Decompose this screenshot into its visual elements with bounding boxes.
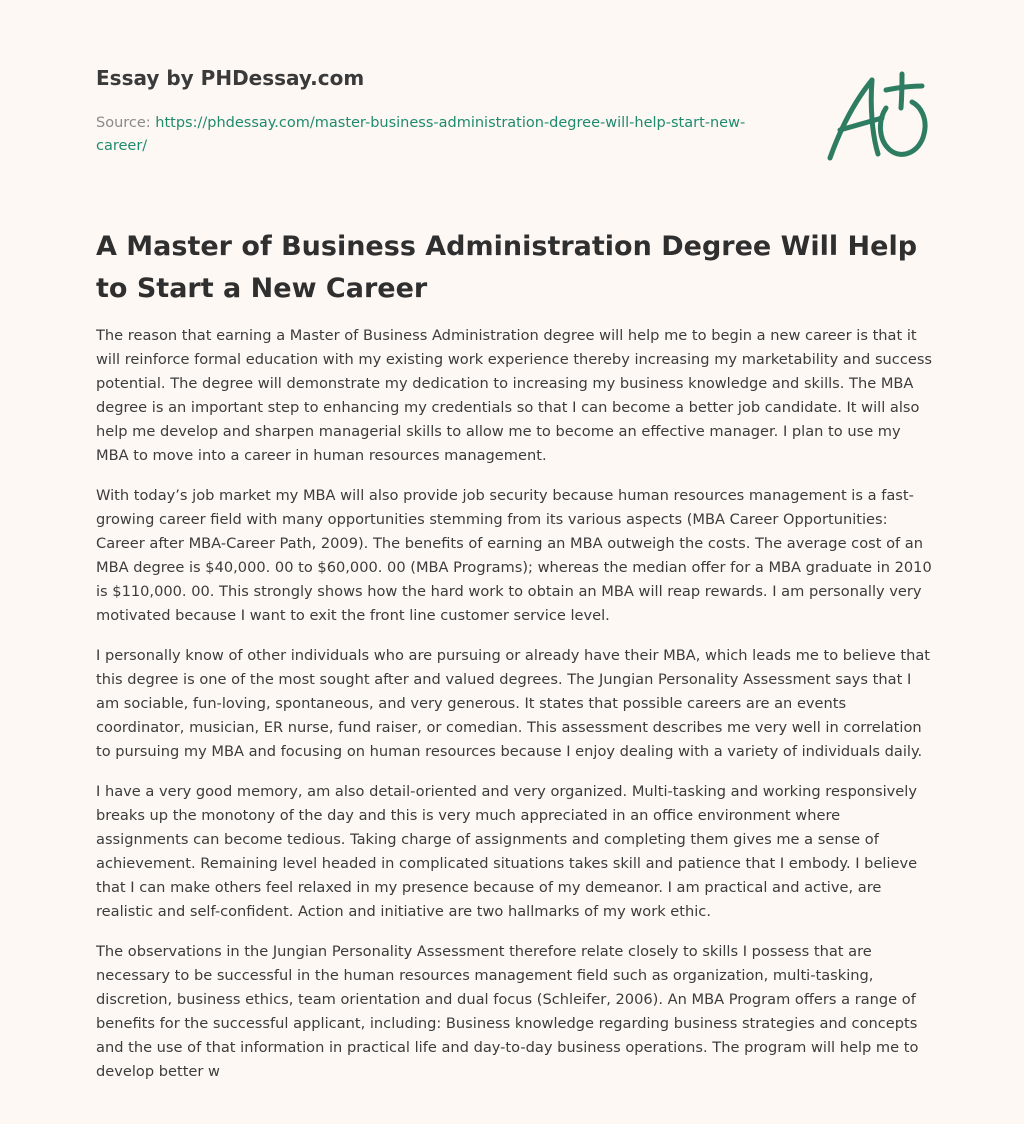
essay-title: A Master of Business Administration Degree Will Help to Start a New Career <box>96 231 918 304</box>
essay-paragraph: The observations in the Jungian Personality Assessment therefore relate closely to skills I possess that are necessary to be successful in the human resources management field such as organization, multi-tasking, discretion, business ethics, team orientation and dual focus (Schleifer, 2006). An MBA Program offers a range of benefits for the successful applicant, including: Business knowledge regarding business strategies and concepts and the use of that information in practical life and day-to-day business operations. The program will help me to develop better w <box>96 943 919 1080</box>
essay-paragraph: I have a very good memory, am also detail-oriented and very organized. Multi-tasking and working responsively breaks up the monotony of the day and this is very much appreciated in an office environment where assignments can become tedious. Taking charge of assignments and completing them gives me a sense of achievement. Remaining level headed in complicated situations takes skill and patience that I embody. I believe that I can make others feel relaxed in my presence because of my demeanor. I am practical and active, are realistic and self-confident. Action and initiative are two hallmarks of my work ethic. <box>96 783 918 920</box>
a-plus-logo-icon <box>816 64 936 168</box>
essay-paragraph: The reason that earning a Master of Business Administration degree will help me to begin a new career is that it will reinforce formal education with my existing work experience thereby increasing my marketability and success potential. The degree will demonstrate my dedication to increasing my business knowledge and skills. The MBA degree is an important step to enhancing my credentials so that I can become a better job candidate. It will also help me develop and sharpen managerial skills to allow me to become an effective manager. I plan to use my MBA to move into a career in human resources management. <box>96 327 933 464</box>
brand-heading: Essay by PHDessay.com <box>96 66 365 90</box>
source-link[interactable]: https://phdessay.com/master-business-administration-degree-will-help-start-new-career/ <box>96 115 746 154</box>
source-label: Source: <box>96 115 151 131</box>
essay-paragraph: I personally know of other individuals who are pursuing or already have their MBA, which leads me to believe that this degree is one of the most sought after and valued degrees. The Jungian Personality Assessment says that I am sociable, fun-loving, spontaneous, and very generous. It states that possible careers are an events coordinator, musician, ER nurse, fund raiser, or comedian. This assessment describes me very well in correlation to pursuing my MBA and focusing on human resources because I enjoy dealing with a variety of individuals daily. <box>96 647 930 760</box>
source-line <box>96 112 756 158</box>
essay-body <box>96 324 934 1100</box>
essay-paragraph: With today’s job market my MBA will also provide job security because human resources management is a fast-growing career field with many opportunities stemming from its various aspects (MBA Career Opportunities: Career after MBA-Career Path, 2009). The benefits of earning an MBA outweigh the costs. The average cost of an MBA degree is $40,000. 00 to $60,000. 00 (MBA Programs); whereas the median offer for a MBA graduate in 2010 is $110,000. 00. This strongly shows how the hard work to obtain an MBA will reap rewards. I am personally very motivated because I want to exit the front line customer service level. <box>96 487 932 624</box>
